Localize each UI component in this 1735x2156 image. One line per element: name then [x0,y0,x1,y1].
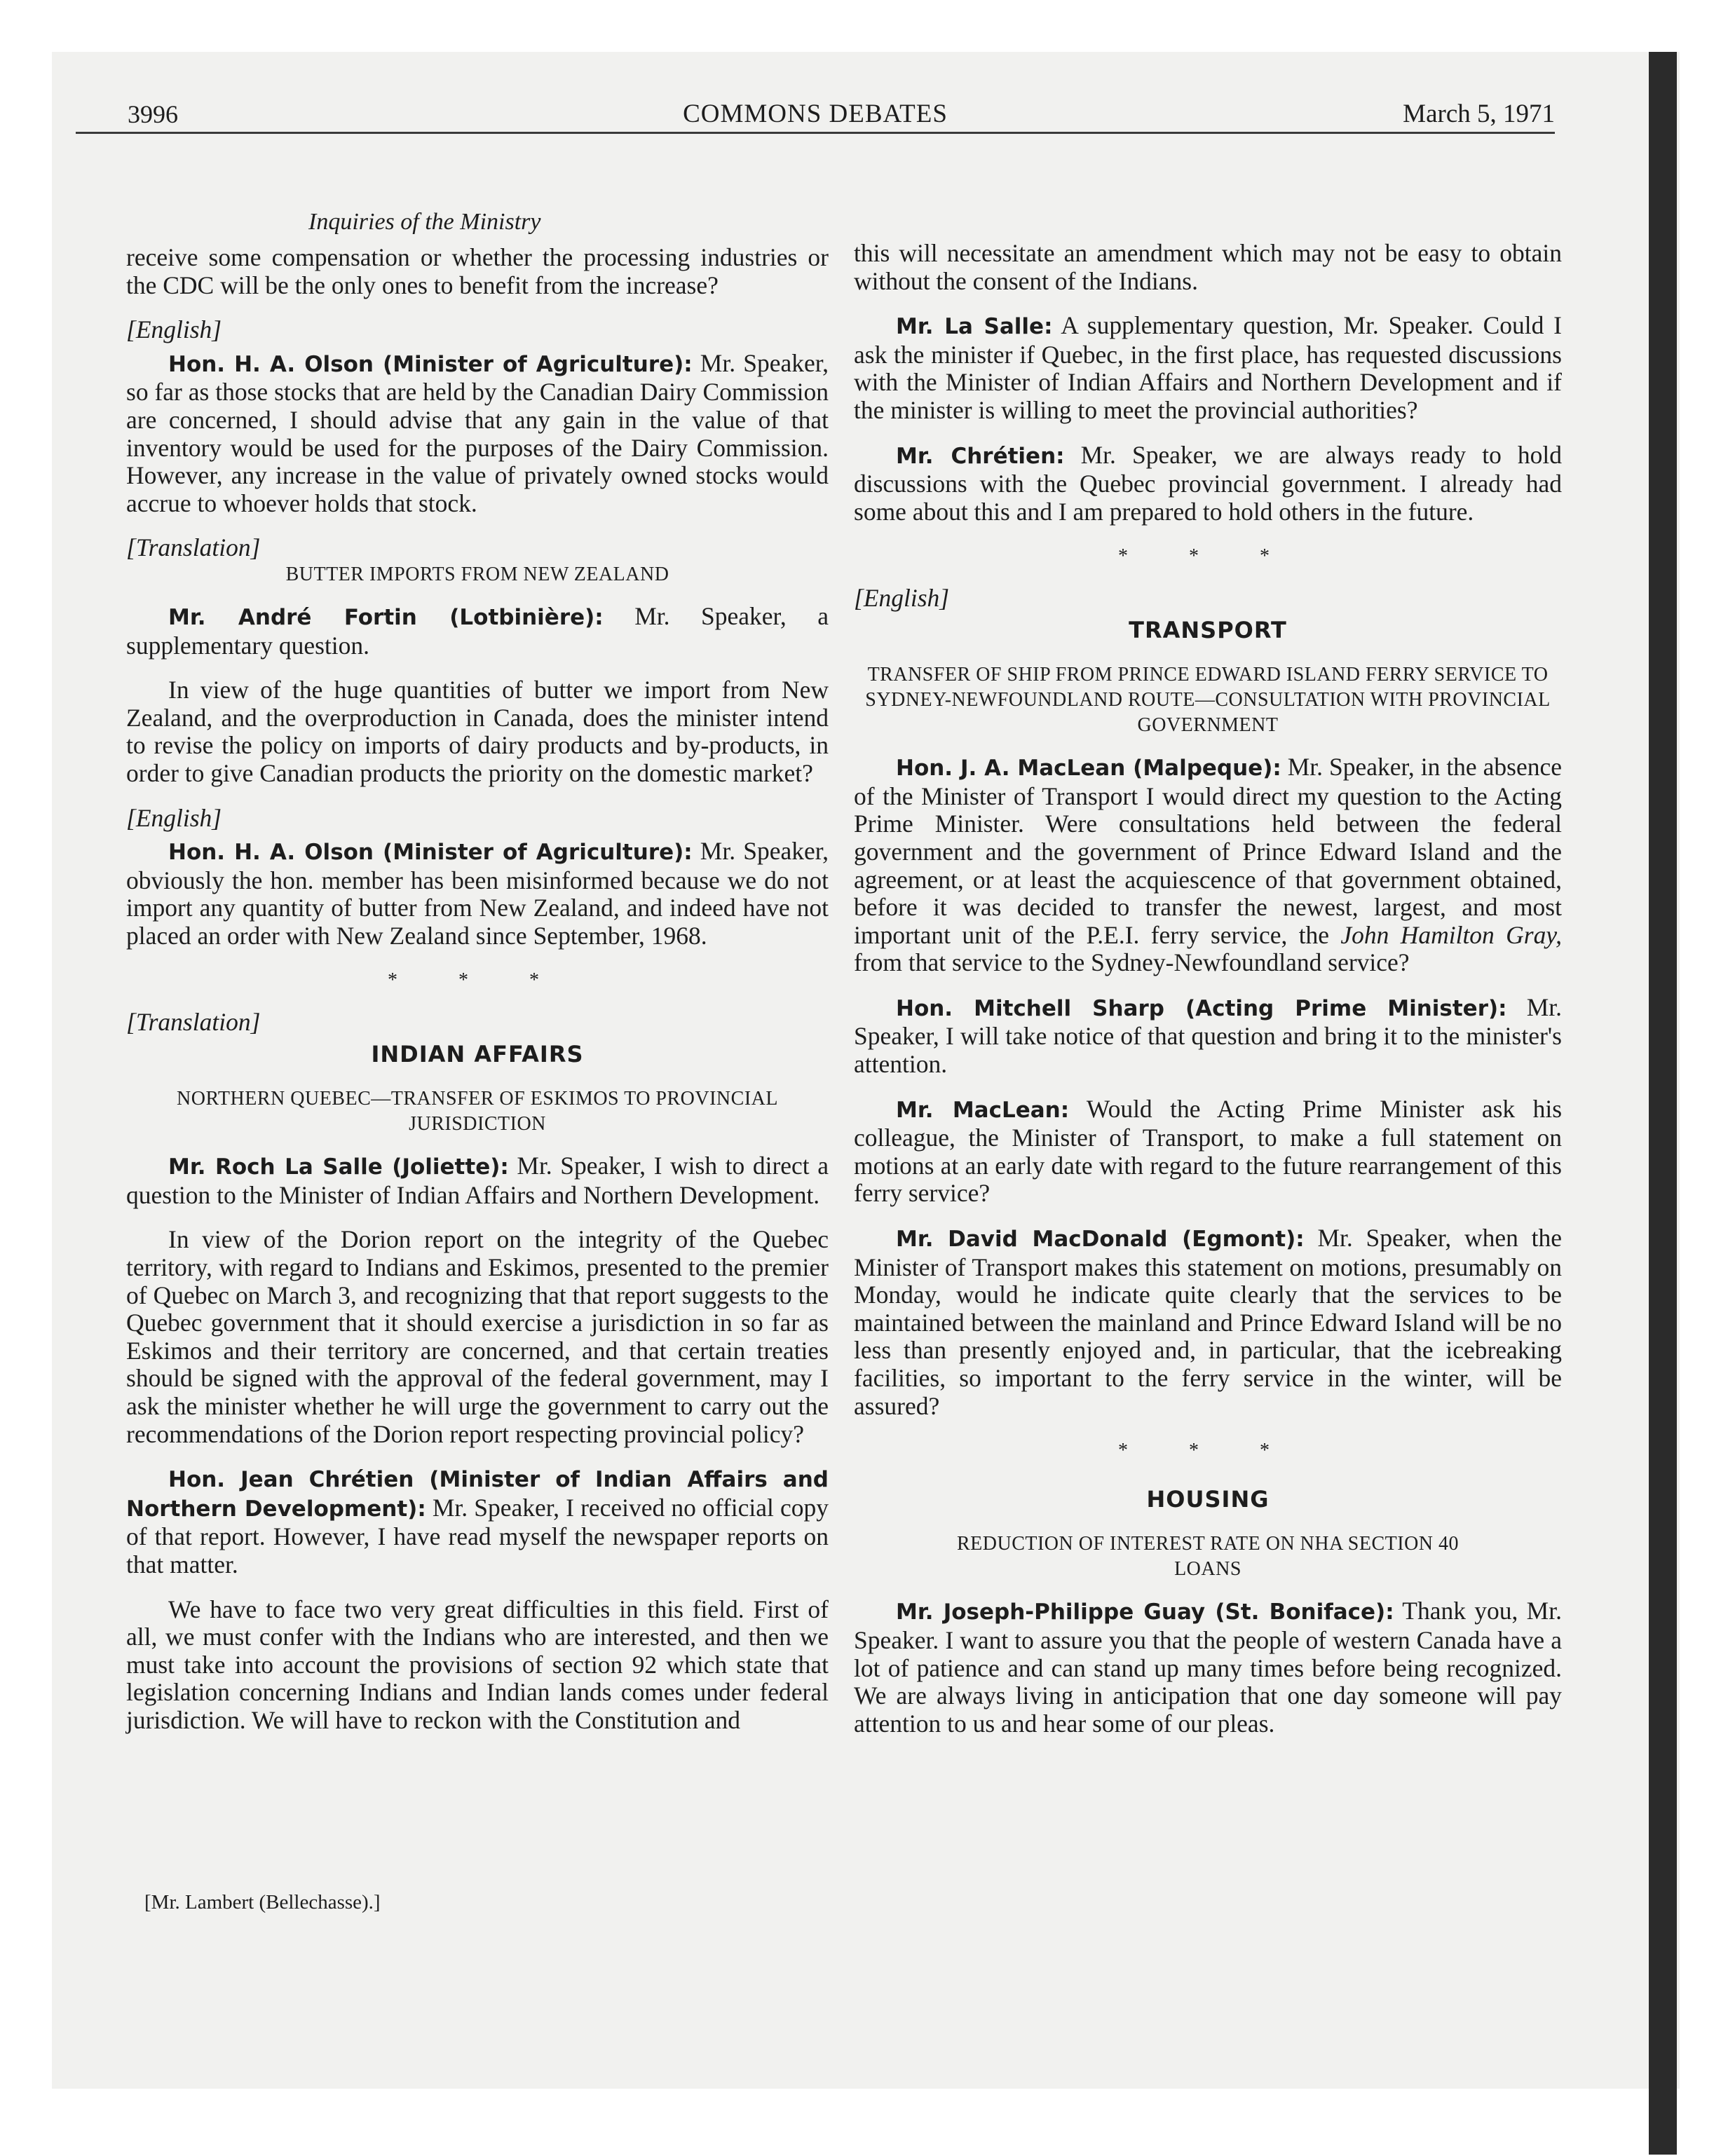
speaker: Mr. André Fortin (Lotbinière): [168,604,604,630]
language-marker: [English] [126,315,222,344]
paragraph: In view of the huge quantities of butter we import from New Zealand, and the overproduction in Canada, does the minister intend to revise the policy on imports of dairy products and by-products, in order to give Canadian products the priority on the domestic market? [126,676,829,787]
speaker: Mr. Roch La Salle (Joliette): [168,1154,509,1180]
speaker: Hon. H. A. Olson (Minister of Agriculture): [168,840,693,866]
publication-date: March 5, 1971 [1403,100,1555,128]
language-marker: [English] [854,583,950,612]
running-head: Inquiries of the Ministry [308,209,541,235]
language-marker: [English] [126,803,222,832]
speaker: Mr. MacLean: [896,1097,1070,1123]
footer-note: [Mr. Lambert (Bellechasse).] [144,1891,381,1913]
speech [126,603,829,660]
paragraph: this will necessitate an amendment which may not be easy to obtain without the consent of the Indians. [854,239,1562,295]
speaker: Hon. Jean Chrétien (Minister of Indian Affairs and Northern Development): [126,1467,829,1522]
page-header [76,90,1555,134]
speech [126,1152,829,1209]
subheading: NORTHERN QUEBEC—TRANSFER OF ESKIMOS TO PROVINCIAL JURISDICTION [177,1088,778,1135]
subheading: TRANSFER OF SHIP FROM PRINCE EDWARD ISLAND FERRY SERVICE TO SYDNEY-NEWFOUNDLAND ROUTE—CONSULTATION WITH PROVINCIAL GOVERNMENT [865,664,1551,737]
scan-edge [1649,52,1677,2155]
speech-text: Mr. Speaker, I wish to direct a question to the Minister of Indian Affairs and Northern Development. [126,1152,829,1209]
subheading: REDUCTION OF INTEREST RATE ON NHA SECTION 40 LOANS [956,1533,1460,1581]
page-number: 3996 [128,100,178,128]
speech-text: Mr. Speaker, so far as those stocks that are held by the Canadian Dairy Commission are concerned, I should advise that any gain in the value of that inventory would be used for the purposes of the Dairy Commission. However, any increase in the value of privately owned stocks would accrue to whoever holds that stock. [126,348,829,517]
section-divider: * * * [1118,545,1298,568]
speaker: Mr. David MacDonald (Egmont): [896,1227,1305,1253]
speech [126,1465,829,1578]
speaker: Hon. Mitchell Sharp (Acting Prime Minister): [896,995,1507,1021]
speech [854,312,1562,424]
speech-text: Mr. Speaker, we are always ready to hold discussions with the Quebec provincial government. I already had some about this and I am prepared to hold others in the future. [854,440,1562,526]
section-heading: INDIAN AFFAIRS [371,1040,584,1067]
paragraph: We have to face two very great difficulties in this field. First of all, we must confer with the Indians who are interested, and then we must take into account the provisions of section 92 which state that legislation concerning Indians and Indian lands comes under federal jurisdiction. We will have to reckon with the Constitution and [126,1595,829,1734]
speaker: Mr. Chrétien: [896,443,1065,469]
section-divider: * * * [1118,1440,1298,1462]
speech [854,753,1562,977]
speech [126,350,829,518]
speech-text: A supplementary question, Mr. Speaker. Could I ask the minister if Quebec, in the first place, has requested discussions with the Minister of Indian Affairs and Northern Development and if the minister is willing to meet the provincial authorities? [854,311,1562,424]
section-heading: TRANSPORT [1129,616,1287,643]
speaker: Hon. H. A. Olson (Minister of Agriculture): [168,351,693,377]
speech-text: Mr. Speaker, a supplementary question. [126,601,829,660]
paragraph: In view of the Dorion report on the integrity of the Quebec territory, with regard to Indians and Eskimos, presented to the premier of Quebec on March 3, and recognizing that that report suggests to the Quebec government that it should exercise a jurisdiction in so far as Eskimos and their territory are concerned, and that certain treaties should be signed with the approval of the federal government, may I ask the minister whether he will urge the government to carry out the recommendations of the Dorion report respecting provincial policy? [126,1225,829,1448]
section-heading: HOUSING [1146,1485,1270,1513]
section-divider: * * * [388,969,567,992]
publication-title: COMMONS DEBATES [683,100,948,128]
speech-text: Mr. Speaker, I will take notice of that question and bring it to the minister's attention. [854,992,1562,1079]
ship-name: John Hamilton Gray, [1340,920,1562,949]
speaker: Hon. J. A. MacLean (Malpeque): [896,756,1281,782]
speech [854,1096,1562,1208]
speech-text: from that service to the Sydney-Newfoundland service? [854,948,1410,977]
paragraph: receive some compensation or whether the processing industries or the CDC will be the only ones to benefit from the increase? [126,243,829,299]
speech-text: Mr. Speaker, when the Minister of Transport makes this statement on motions, presumably on Monday, would he indicate quite clearly that the services to be maintained between the mainland and Prince Edward Island will be no less than presently enjoyed and, in particular, that the icebreaking facilities, so important to the ferry service in the winter, will be assured? [854,1224,1562,1420]
speech-text: Mr. Speaker, I received no official copy of that report. However, I have read myself the newspaper reports on that matter. [126,1493,829,1578]
speaker: Mr. La Salle: [896,314,1053,340]
speech-text: Would the Acting Prime Minister ask his colleague, the Minister of Transport, to make a full statement on motions at an early date with regard to the future rearrangement of this ferry service? [854,1094,1563,1208]
subheading: BUTTER IMPORTS FROM NEW ZEALAND [285,563,669,585]
speaker: Mr. Joseph-Philippe Guay (St. Boniface): [896,1599,1394,1625]
speech [854,1597,1562,1738]
speech [854,994,1562,1079]
speech-text: Mr. Speaker, in the absence of the Minister of Transport I would direct my question to the Acting Prime Minister. Were consultations held between the federal government and the government of Prince Edward Island and the agreement, or at least the acquiescence of that government obtained, before it was decided to transfer the newest, largest, and most important unit of the P.E.I. ferry service, the [854,753,1562,949]
speech [854,442,1562,526]
left-column [126,244,829,1752]
speech [126,838,829,950]
speech [854,1224,1562,1420]
language-marker: [Translation] [126,1008,261,1037]
language-marker: [Translation] [126,533,261,562]
right-column [854,240,1562,1754]
speech-text: Mr. Speaker, obviously the hon. member has been misinformed because we do not import any quantity of butter from New Zealand, and indeed have not placed an order with New Zealand since September, 1968. [126,837,829,950]
speech-text: Thank you, Mr. Speaker. I want to assure you that the people of western Canada have a lot of patience and can stand up many times before being recognized. We are always living in anticipation that one day someone will pay attention to us and hear some of our pleas. [854,1597,1562,1738]
